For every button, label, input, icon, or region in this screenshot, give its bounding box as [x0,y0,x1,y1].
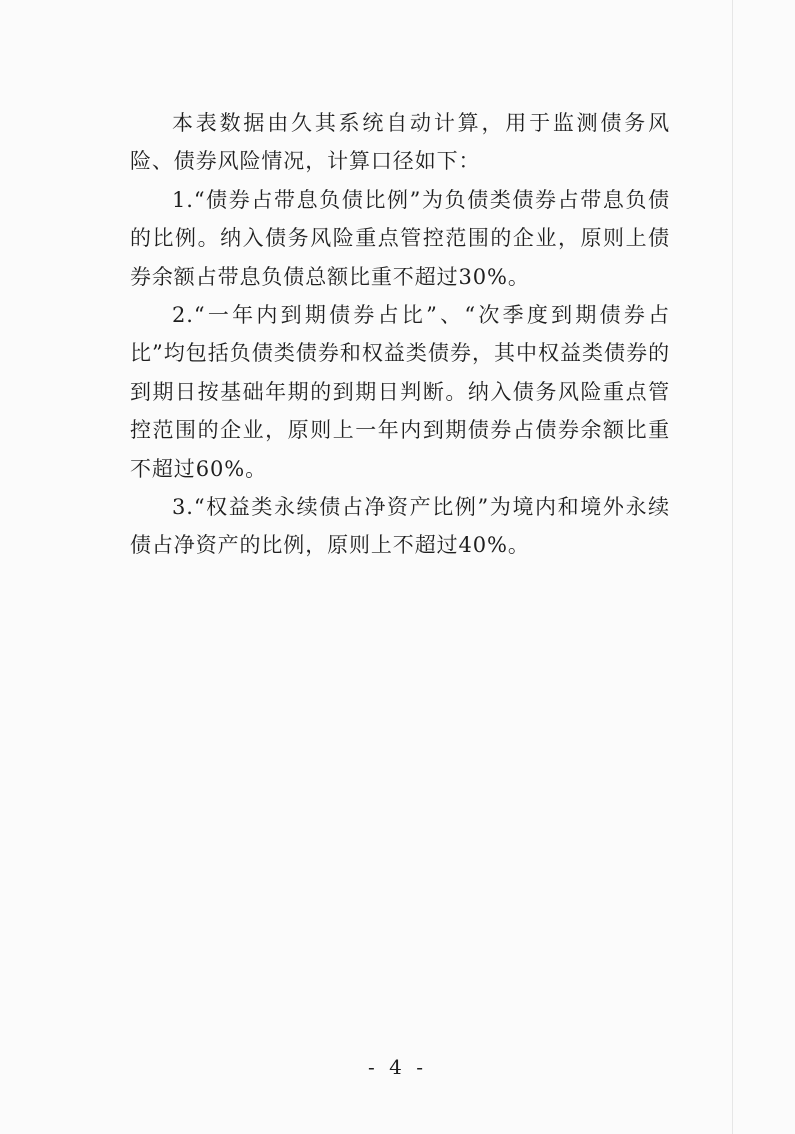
page-edge-divider [732,0,733,1134]
page-number: - 4 - [368,1055,427,1079]
paragraph-item-2: 2.“一年内到期债券占比”、“次季度到期债券占比”均包括负债类债券和权益类债券，其中权益类债券的到期日按基础年期的到期日判断。纳入债务风险重点管控范围的企业，原则上一年内到期债券占债券余额比重不超过60%。 [130,303,670,481]
document-body [130,104,670,565]
paragraph-intro: 本表数据由久其系统自动计算，用于监测债务风险、债券风险情况，计算口径如下： [130,111,670,174]
paragraph-item-1: 1.“债券占带息负债比例”为负债类债券占带息负债的比例。纳入债务风险重点管控范围的企业，原则上债券余额占带息负债总额比重不超过30%。 [130,187,670,289]
paragraph-item-3: 3.“权益类永续债占净资产比例”为境内和境外永续债占净资产的比例，原则上不超过40%。 [130,495,670,558]
